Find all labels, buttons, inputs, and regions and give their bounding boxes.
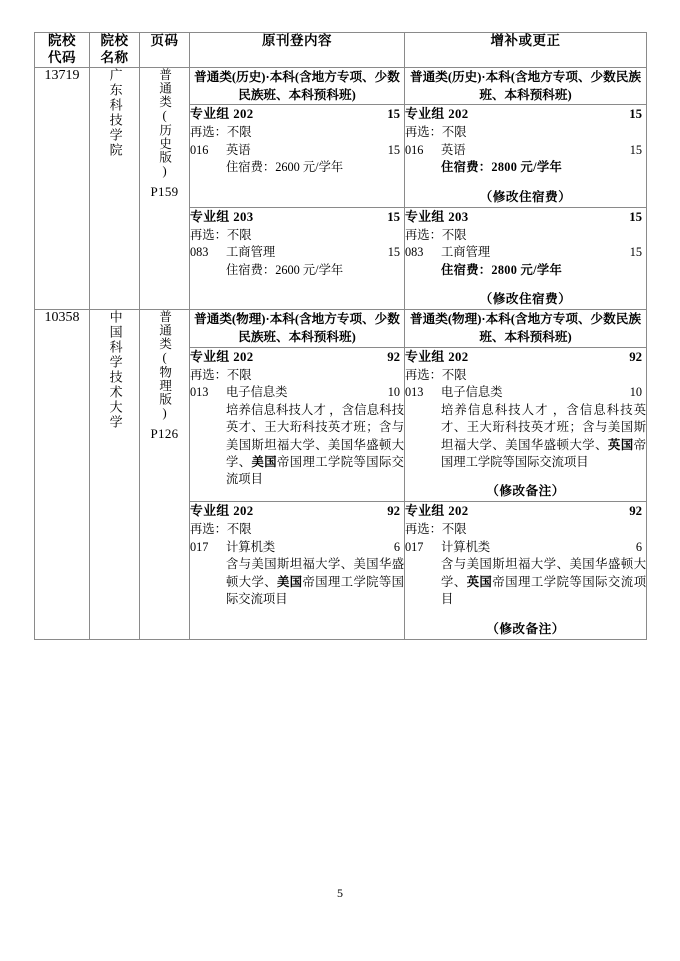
major-code: 013 [405, 385, 424, 400]
major-code: 013 [190, 385, 209, 400]
original-block [190, 502, 405, 639]
corrections-table [34, 32, 647, 640]
header-page-number: 页码 [140, 33, 190, 68]
original-block [190, 347, 405, 502]
original-block [190, 207, 405, 309]
reselect-line: 再选：不限 [405, 227, 467, 242]
correction-block [405, 502, 647, 639]
major-entry [190, 142, 404, 177]
group-title: 专业组 203 15 [190, 209, 400, 224]
major-name: 计算机类 [441, 539, 491, 554]
major-name: 电子信息类 [441, 385, 503, 400]
group-title: 专业组 202 15 [190, 107, 400, 122]
description-prefix: 含与美国斯坦福大学、美国华盛顿大学、 [441, 557, 646, 589]
major-entry [405, 142, 646, 177]
major-description [441, 556, 646, 608]
page-ref-label: 普通类(物理版) [157, 310, 172, 422]
group-title: 专业组 202 92 [405, 349, 642, 364]
description-prefix: 培养信息科技人才 ，含信息科技英才、王大珩科技英才班；含与美国斯坦福大学、美国华盛顿大学、 [441, 402, 646, 452]
major-count: 15 [629, 245, 642, 260]
major-code: 016 [405, 142, 424, 157]
description-suffix: 帝国理工学院等国际交流项目 [226, 454, 404, 487]
reselect-line: 再选：不限 [405, 522, 467, 537]
description-suffix: 帝国理工学院等国际交流项目 [441, 574, 646, 607]
major-code: 083 [190, 245, 209, 260]
dorm-fee: 住宿费：2600 元/学年 [226, 262, 344, 277]
description-prefix: 含与美国斯坦福大学、美国华盛顿大学、 [226, 557, 404, 589]
major-entry [190, 539, 404, 609]
group-title: 专业组 202 15 [405, 107, 642, 122]
major-entry [190, 384, 404, 489]
reselect-line: 再选：不限 [190, 125, 252, 140]
correction-banner: 普通类(历史)·本科(含地方专项、少数民族班、本科预科班) [405, 67, 647, 105]
major-code: 017 [405, 539, 424, 554]
page-number: 5 [337, 886, 343, 900]
change-tag: （修改住宿费） [479, 292, 572, 307]
reselect-line: 再选：不限 [190, 227, 252, 242]
dorm-fee: 住宿费：2600 元/学年 [226, 160, 344, 175]
major-entry [190, 244, 404, 279]
major-name: 英语 [226, 142, 251, 157]
dorm-fee: 住宿费：2800 元/学年 [441, 160, 563, 175]
group-title: 专业组 203 15 [405, 209, 642, 224]
major-name: 电子信息类 [226, 385, 288, 400]
reselect-line: 再选：不限 [190, 367, 252, 382]
major-count: 15 [629, 142, 642, 157]
major-name: 工商管理 [441, 245, 491, 260]
group-title: 专业组 202 92 [405, 504, 642, 519]
table-row [35, 310, 647, 348]
page-ref-cell [140, 67, 190, 309]
original-banner: 普通类(历史)·本科(含地方专项、少数民族班、本科预科班) [190, 67, 405, 105]
description-suffix: 帝国理工学院等国际交流项目 [441, 437, 646, 469]
group-title: 专业组 202 92 [190, 504, 400, 519]
major-description [226, 556, 404, 608]
original-banner: 普通类(物理)·本科(含地方专项、少数民族班、本科预科班) [190, 310, 405, 348]
major-count: 15 [387, 142, 400, 157]
correction-banner: 普通类(物理)·本科(含地方专项、少数民族班、本科预科班) [405, 310, 647, 348]
description-emphasis: 美国 [251, 454, 277, 469]
description-emphasis: 美国 [276, 574, 303, 589]
change-tag: （修改住宿费） [479, 189, 572, 204]
description-suffix: 帝国理工学院等国际交流项目 [226, 574, 404, 607]
major-entry [405, 539, 646, 609]
major-entry [405, 384, 646, 471]
school-name-cell [90, 310, 140, 640]
description-prefix: 培养信息科技人才 ，含信息科技英才、王大珩科技英才班；含与美国斯坦福大学、美国华盛顿大学、 [226, 402, 404, 469]
school-name-vertical: 中国科学技术大学 [107, 310, 123, 431]
major-name: 计算机类 [226, 539, 276, 554]
page-ref-number: P159 [150, 184, 179, 199]
major-count: 6 [635, 539, 642, 554]
table-row [35, 67, 647, 105]
header-school-code: 院校 代码 [35, 33, 90, 68]
page-ref-label: 普通类(历史版) [157, 67, 172, 179]
school-name-vertical: 广东科技学院 [107, 67, 123, 158]
description-emphasis: 英国 [607, 437, 634, 452]
change-tag: （修改备注） [486, 621, 565, 636]
correction-block [405, 347, 647, 502]
reselect-line: 再选：不限 [405, 367, 467, 382]
dorm-fee: 住宿费：2800 元/学年 [441, 262, 563, 277]
major-description [441, 402, 646, 472]
reselect-line: 再选：不限 [190, 522, 252, 537]
major-name: 英语 [441, 142, 466, 157]
header-correction: 增补或更正 [405, 33, 647, 68]
major-count: 10 [387, 385, 400, 400]
change-tag: （修改备注） [486, 484, 565, 499]
school-name-cell [90, 67, 140, 309]
group-title: 专业组 202 92 [190, 349, 400, 364]
major-count: 10 [629, 385, 642, 400]
major-count: 6 [393, 539, 400, 554]
school-code-cell: 13719 [35, 67, 90, 309]
major-code: 017 [190, 539, 209, 554]
description-emphasis: 英国 [466, 574, 493, 589]
major-description [226, 402, 404, 489]
major-entry [405, 244, 646, 279]
major-count: 15 [387, 245, 400, 260]
page-ref-number: P126 [150, 426, 179, 442]
reselect-line: 再选：不限 [405, 125, 467, 140]
major-code: 016 [190, 142, 209, 157]
correction-block [405, 207, 647, 309]
table-header-row [35, 33, 647, 68]
original-block [190, 105, 405, 207]
correction-block [405, 105, 647, 207]
header-school-name: 院校 名称 [90, 33, 140, 68]
school-code-cell: 10358 [35, 310, 90, 640]
header-original-content: 原刊登内容 [190, 33, 405, 68]
page-ref-cell [140, 310, 190, 640]
major-code: 083 [405, 245, 424, 260]
major-name: 工商管理 [226, 245, 276, 260]
